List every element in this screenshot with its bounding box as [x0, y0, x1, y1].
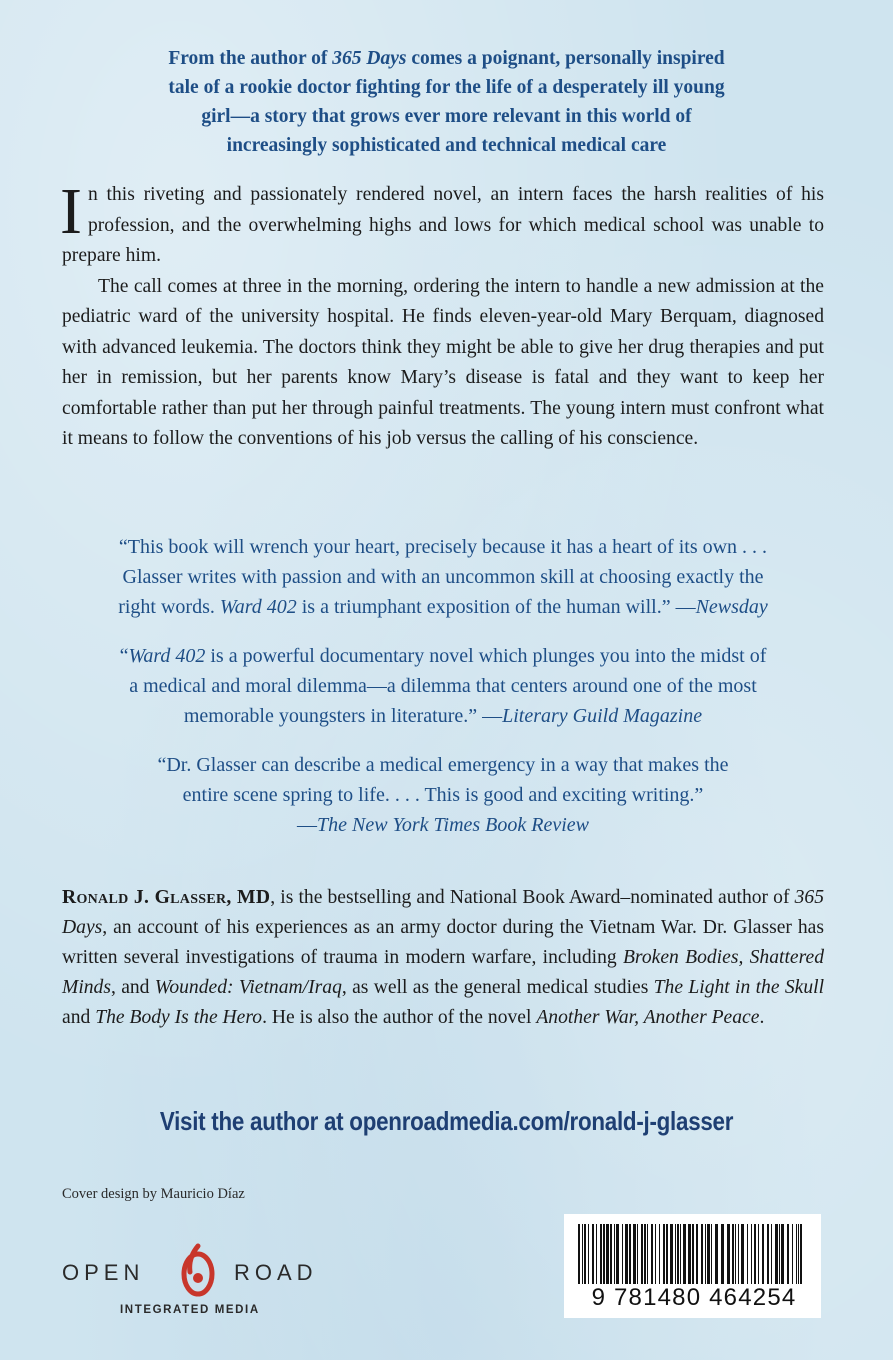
barcode-bar [762, 1224, 764, 1284]
barcode-bar [637, 1224, 638, 1284]
logo-word-open: OPEN [62, 1260, 145, 1285]
quote-2-line-3: memorable youngsters in literature.” — [183, 705, 503, 727]
quote-2-source: Literary Guild Magazine [502, 705, 703, 727]
bio-book-3: Wounded: Vietnam/Iraq [154, 977, 342, 998]
author-bio-text [62, 883, 824, 1033]
barcode-bar [633, 1224, 636, 1284]
barcode-bar [754, 1224, 756, 1284]
barcode-bar [711, 1224, 712, 1284]
barcode-bar [727, 1224, 730, 1284]
tagline-line-1-end: comes a poignant, personally inspired [406, 48, 725, 69]
isbn-number: 9 781480 464254 [591, 1284, 797, 1311]
drop-cap: I [60, 175, 82, 248]
barcode-bar [798, 1224, 799, 1284]
bio-text-7: . [759, 1007, 765, 1028]
barcode-bar [775, 1224, 778, 1284]
bio-book-5: The Body Is the Hero [95, 1007, 263, 1028]
quote-1-line-2: Glasser writes with passion and with an uncommon skill at choosing exactly the [122, 566, 764, 588]
description-paragraph-1 [60, 175, 824, 272]
author-name: Ronald J. Glasser, MD [62, 887, 271, 908]
barcode-bar [616, 1224, 619, 1284]
barcode-bar [592, 1224, 594, 1284]
barcode-bar [787, 1224, 789, 1284]
barcode-bar [677, 1224, 679, 1284]
author-website-link[interactable]: Visit the author at openroadmedia.com/ronald-j-glasser [159, 1106, 734, 1136]
bio-text-3: , and [110, 977, 155, 998]
quote-2-title: Ward 402 [128, 645, 206, 667]
bio-book-1: 365 Days [62, 887, 824, 938]
bio-book-6: Another War, Another Peace [536, 1007, 760, 1028]
description-paragraph-2: The call comes at three in the morning, ordering the intern to handle a new admission at the pediatric ward of the university hospital. He finds eleven-year-old Mary Berquam, diagnosed with advanced leukemia. The doctors think they might be able to give her drug therapies and put her in remission, but her parents know Mary’s disease is fatal and they want to keep her comfortable rather than put her through painful treatments. The young intern must confront what it means to follow the conventions of his job versus the calling of his conscience. [62, 275, 824, 449]
quote-3-source: The New York Times Book Review [316, 814, 590, 836]
author-bio [62, 883, 824, 1033]
tagline-line-3: girl—a story that grows ever more relevant in this world of [201, 106, 692, 127]
barcode-bar [588, 1224, 589, 1284]
barcode-bar [596, 1224, 597, 1284]
barcode-bar [751, 1224, 752, 1284]
bio-book-4: The Light in the Skull [653, 977, 825, 998]
barcode-bar [629, 1224, 631, 1284]
barcode-bar [705, 1224, 706, 1284]
publisher-logo [62, 1240, 362, 1330]
barcode-bar [735, 1224, 736, 1284]
barcode-bar [680, 1224, 681, 1284]
barcode-bar [779, 1224, 780, 1284]
barcode-bar [655, 1224, 656, 1284]
barcode-bar [644, 1224, 646, 1284]
barcode-bar [701, 1224, 703, 1284]
barcode-bar [578, 1224, 580, 1284]
barcode-bar [666, 1224, 668, 1284]
review-quotes [62, 532, 824, 859]
barcode-bar [603, 1224, 605, 1284]
barcode-bar [622, 1224, 623, 1284]
barcode-bar [600, 1224, 602, 1284]
review-quote-nyt [62, 750, 824, 840]
quote-2-line-1: is a powerful documentary novel which plunges you into the midst of [205, 645, 767, 667]
logo-subtitle: INTEGRATED MEDIA [120, 1304, 260, 1316]
review-quote-newsday [62, 532, 824, 622]
cover-design-credit: Cover design by Mauricio Díaz [62, 1186, 245, 1202]
barcode-bar [610, 1224, 612, 1284]
barcode-bar [767, 1224, 769, 1284]
barcode-bar [614, 1224, 615, 1284]
quote-3-dash: — [296, 814, 317, 836]
barcode-bar [606, 1224, 609, 1284]
barcode-bar [747, 1224, 748, 1284]
quote-1-line-3-end: is a triumphant exposition of the human will.” — [296, 596, 696, 618]
barcode-bar [625, 1224, 628, 1284]
barcode-bar [647, 1224, 648, 1284]
barcode-bar [800, 1224, 802, 1284]
barcode-bar [683, 1224, 686, 1284]
barcode-bar [758, 1224, 759, 1284]
barcode-bar [582, 1224, 583, 1284]
quote-1-title: Ward 402 [219, 596, 297, 618]
tagline-line-1: From the author of [168, 48, 333, 69]
bio-text-6: . He is also the author of the novel [262, 1007, 537, 1028]
barcode-bar [741, 1224, 744, 1284]
barcode-bar [771, 1224, 772, 1284]
barcode-bar [696, 1224, 698, 1284]
bio-text-1: , is the bestselling and National Book Award–nominated author of [270, 887, 795, 908]
barcode-bar [641, 1224, 643, 1284]
bio-book-2: Broken Bodies, Shattered Minds [62, 947, 824, 998]
description [60, 175, 824, 455]
barcode-bars [578, 1224, 808, 1284]
bio-text-5: and [62, 1007, 96, 1028]
description-paragraph-1-text: n this riveting and passionately rendered novel, an intern faces the harsh realities of his profession, and the overwhelming highs and lows for which medical school was unable to prepare him. [62, 184, 824, 266]
barcode-bar [715, 1224, 718, 1284]
tagline-line-2: tale of a rookie doctor fighting for the life of a desperately ill young [168, 77, 725, 98]
open-road-emblem-icon [178, 1242, 218, 1302]
review-quote-literary-guild [62, 641, 824, 731]
quote-3-line-1: “Dr. Glasser can describe a medical emergency in a way that makes the [157, 754, 729, 776]
barcode-bar [707, 1224, 710, 1284]
quote-2-open: “ [119, 645, 129, 667]
bio-text-4: , as well as the general medical studies [341, 977, 654, 998]
logo-word-road: ROAD [234, 1260, 318, 1285]
barcode-bar [584, 1224, 586, 1284]
barcode [564, 1214, 821, 1318]
quote-1-source: Newsday [695, 596, 768, 618]
tagline-line-4: increasingly sophisticated and technical medical care [226, 135, 667, 156]
tagline-book-title: 365 Days [332, 48, 407, 69]
barcode-bar [781, 1224, 784, 1284]
quote-1-line-3: right words. [118, 596, 220, 618]
barcode-bar [692, 1224, 694, 1284]
barcode-bar [738, 1224, 739, 1284]
barcode-bar [675, 1224, 676, 1284]
barcode-bar [721, 1224, 724, 1284]
quote-2-line-2: a medical and moral dilemma—a dilemma that centers around one of the most [129, 675, 757, 697]
barcode-bar [659, 1224, 660, 1284]
barcode-bar [732, 1224, 734, 1284]
quote-3-line-2: entire scene spring to life. . . . This is good and exciting writing.” [182, 784, 704, 806]
tagline [90, 44, 803, 160]
barcode-bar [663, 1224, 665, 1284]
barcode-bar [651, 1224, 653, 1284]
barcode-bar [688, 1224, 691, 1284]
barcode-bar [670, 1224, 673, 1284]
barcode-bar [796, 1224, 797, 1284]
barcode-bar [792, 1224, 793, 1284]
quote-1-line-1: “This book will wrench your heart, precisely because it has a heart of its own . . . [118, 536, 768, 558]
bio-text-2: , an account of his experiences as an army doctor during the Vietnam War. Dr. Glasser has written several investigations of trauma in modern warfare, including [62, 917, 824, 968]
